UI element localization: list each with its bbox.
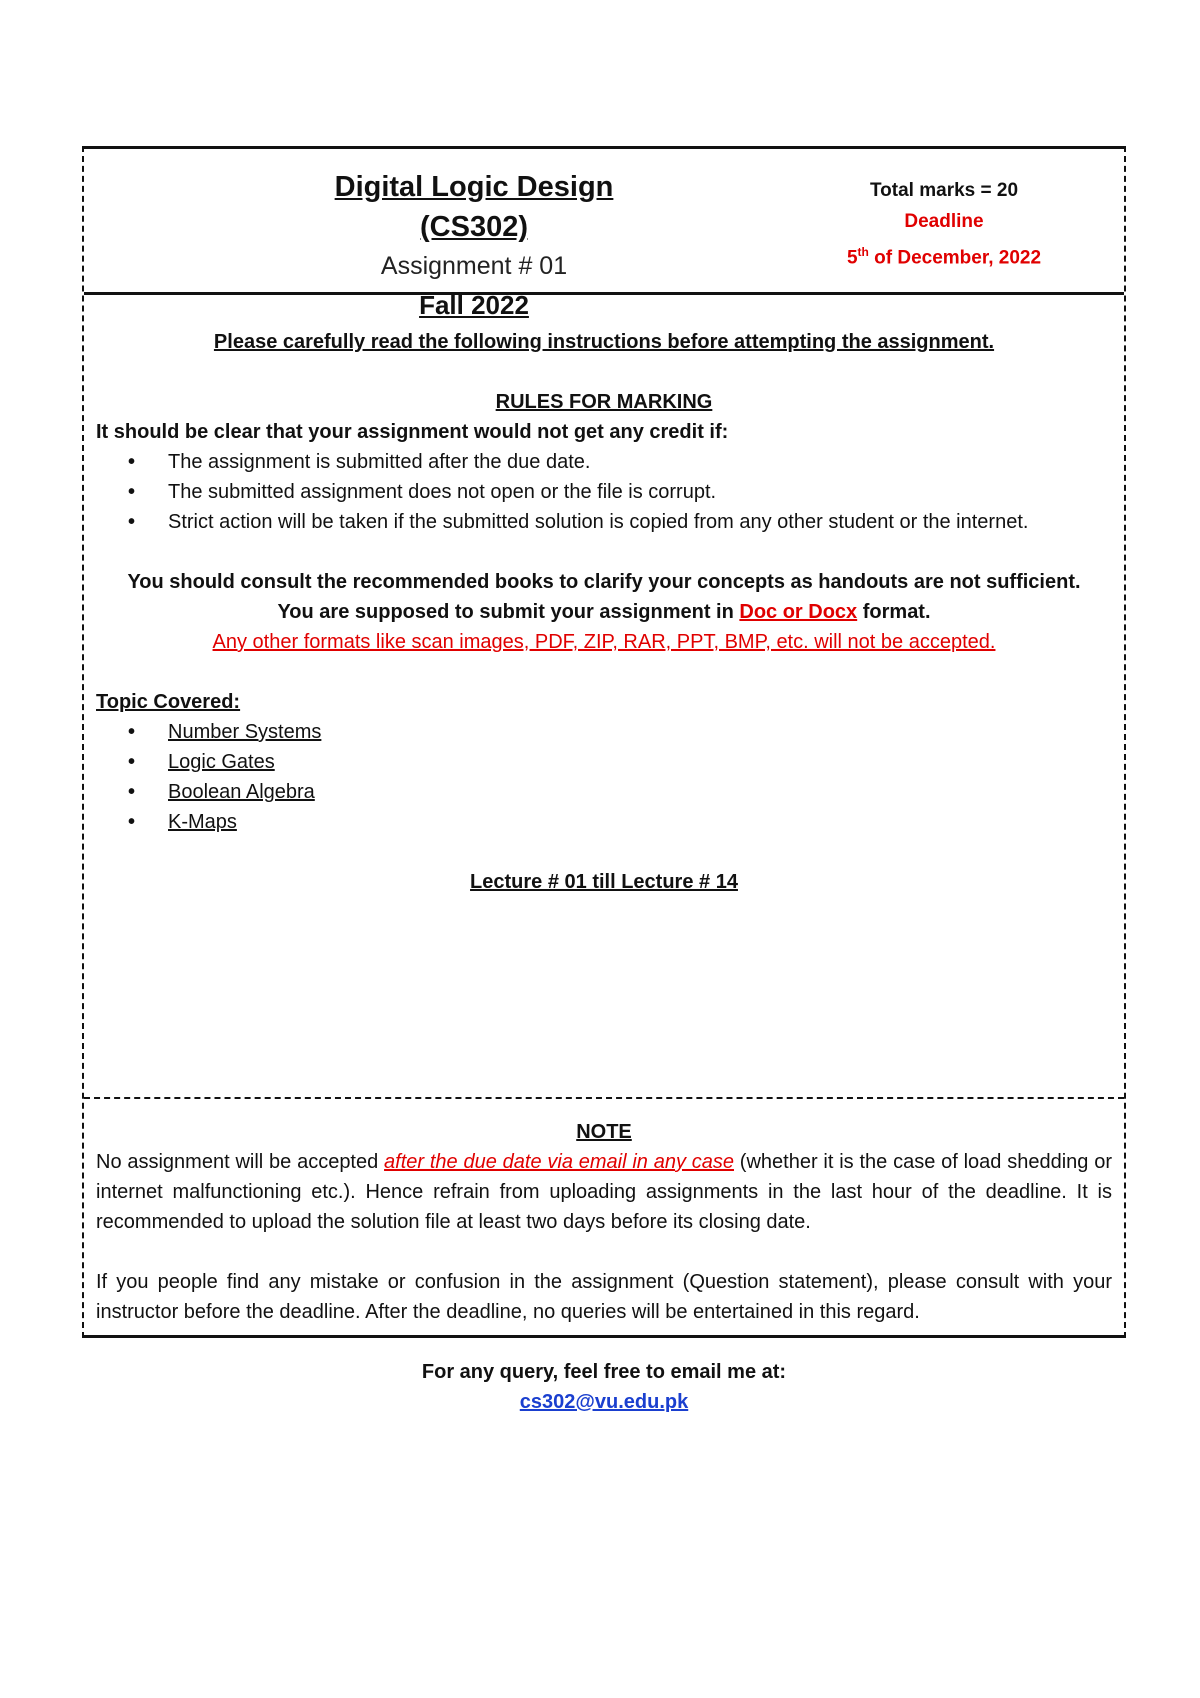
topic-item: • Number Systems xyxy=(168,717,1112,747)
deadline-date xyxy=(824,237,1064,273)
rule-item: • The assignment is submitted after the due date. xyxy=(168,447,1112,477)
deadline-day: 5 xyxy=(846,247,858,269)
note-p1-emphasis: after the due date via email in any case xyxy=(384,1151,734,1173)
assignment-number: Assignment # 01 xyxy=(380,252,568,280)
deadline-suffix: th xyxy=(857,245,869,259)
rule-item: • Strict action will be taken if the submitted solution is copied from any other student or the internet. xyxy=(168,507,1112,537)
note-paragraph-1 xyxy=(96,1147,1112,1237)
deadline-label: Deadline xyxy=(904,211,984,232)
submit-format: Doc or Docx xyxy=(739,601,858,623)
formats-warning: Any other formats like scan images, PDF, ZIP, RAR, PPT, BMP, etc. will not be accepted. xyxy=(212,631,996,653)
note-heading: NOTE xyxy=(576,1121,632,1143)
topics-heading: Topic Covered: xyxy=(96,691,241,713)
submit-post: format. xyxy=(857,601,931,623)
note-paragraph-2: If you people find any mistake or confusion in the assignment (Question statement), please consult with your instructor before the deadline. After the deadline, no queries will be entertained in this regard. xyxy=(96,1271,1112,1323)
note-p1-pre: No assignment will be accepted xyxy=(96,1151,385,1173)
submit-format-text xyxy=(96,597,1112,627)
section-divider xyxy=(84,1097,1124,1099)
marks-block xyxy=(824,175,1064,273)
term: Fall 2022 xyxy=(419,290,529,320)
rule-item: • The submitted assignment does not open or the file is corrupt. xyxy=(168,477,1112,507)
query-text: For any query, feel free to email me at: xyxy=(421,1361,787,1383)
consult-text: You should consult the recommended books to clarify your concepts as handouts are not sufficient. xyxy=(127,571,1081,593)
lectures-range: Lecture # 01 till Lecture # 14 xyxy=(470,871,738,893)
assignment-frame xyxy=(82,146,1126,1413)
instructions-section xyxy=(84,295,1124,1097)
instructions-intro: Please carefully read the following instructions before attempting the assignment. xyxy=(213,331,995,353)
note-section xyxy=(84,1117,1124,1417)
rules-list xyxy=(96,447,1112,537)
header xyxy=(84,149,1124,320)
email-link[interactable]: cs302@vu.edu.pk xyxy=(519,1391,689,1413)
topic-item: • K-Maps xyxy=(168,807,1112,837)
note-p1-post: (whether it is the case of load shedding or internet malfunctioning etc.). Hence refrain from uploading assignments in the last hour of the deadline. It is recommended to upload the solution file at least two days before its closing date. xyxy=(96,1151,1112,1233)
rules-heading: RULES FOR MARKING xyxy=(495,391,713,413)
total-marks: Total marks = 20 xyxy=(869,180,1019,201)
page-title: Digital Logic Design (CS302) xyxy=(334,171,614,243)
submit-pre: You are supposed to submit your assignment in xyxy=(277,601,740,623)
rules-lead: It should be clear that your assignment would not get any credit if: xyxy=(96,421,729,443)
deadline-rest: of December, 2022 xyxy=(868,247,1042,269)
topic-item: • Boolean Algebra xyxy=(168,777,1112,807)
topic-item: • Logic Gates xyxy=(168,747,1112,777)
topics-list xyxy=(96,717,1112,837)
